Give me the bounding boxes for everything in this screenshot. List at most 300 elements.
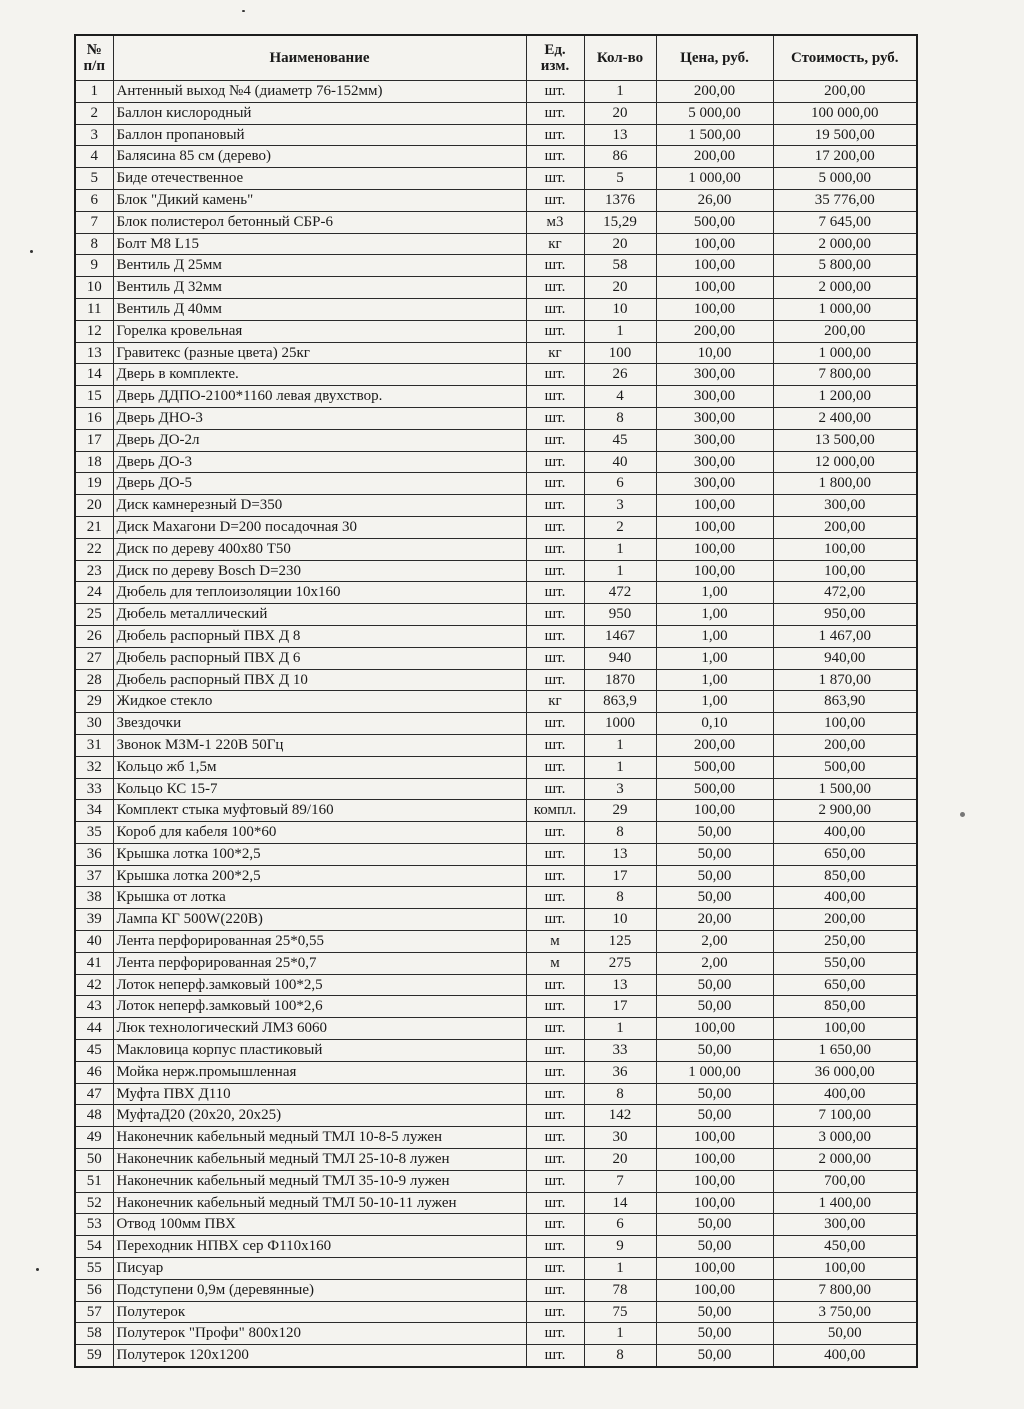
cell-qty: 1: [584, 756, 656, 778]
cell-num: 2: [75, 102, 113, 124]
cell-price: 1,00: [656, 582, 773, 604]
cell-qty: 950: [584, 604, 656, 626]
cell-unit: шт.: [526, 1214, 584, 1236]
cell-unit: шт.: [526, 81, 584, 103]
cell-price: 50,00: [656, 865, 773, 887]
table-row: [75, 778, 917, 800]
table-row: [75, 1105, 917, 1127]
cell-unit: шт.: [526, 1345, 584, 1367]
cell-unit: шт.: [526, 843, 584, 865]
cell-name: Наконечник кабельный медный ТМЛ 25-10-8 лужен: [113, 1149, 526, 1171]
cell-price: 1,00: [656, 691, 773, 713]
cell-name: Диск по дереву Bosch D=230: [113, 560, 526, 582]
cell-qty: 29: [584, 800, 656, 822]
table-row: [75, 800, 917, 822]
table-row: [75, 1083, 917, 1105]
cell-cost: 36 000,00: [773, 1061, 917, 1083]
cell-cost: 7 800,00: [773, 364, 917, 386]
cell-price: 100,00: [656, 1192, 773, 1214]
cell-qty: 86: [584, 146, 656, 168]
cell-name: МуфтаД20 (20х20, 20х25): [113, 1105, 526, 1127]
table-row: [75, 233, 917, 255]
cell-name: Макловица корпус пластиковый: [113, 1040, 526, 1062]
cell-unit: шт.: [526, 778, 584, 800]
table-row: [75, 582, 917, 604]
cell-qty: 8: [584, 407, 656, 429]
table-row: [75, 952, 917, 974]
cell-price: 50,00: [656, 1345, 773, 1367]
cell-qty: 17: [584, 996, 656, 1018]
cell-name: Подступени 0,9м (деревянные): [113, 1279, 526, 1301]
header-unit: Ед. изм.: [526, 35, 584, 81]
cell-num: 42: [75, 974, 113, 996]
cell-price: 100,00: [656, 1018, 773, 1040]
table-row: [75, 1345, 917, 1367]
cell-num: 30: [75, 713, 113, 735]
cell-cost: 1 467,00: [773, 625, 917, 647]
cell-price: 200,00: [656, 146, 773, 168]
cell-cost: 7 645,00: [773, 211, 917, 233]
cell-unit: шт.: [526, 255, 584, 277]
cell-name: Диск Махагони D=200 посадочная 30: [113, 516, 526, 538]
cell-qty: 472: [584, 582, 656, 604]
cell-cost: 7 100,00: [773, 1105, 917, 1127]
cell-unit: шт.: [526, 298, 584, 320]
table-row: [75, 429, 917, 451]
table-row: [75, 516, 917, 538]
table-row: [75, 691, 917, 713]
table-row: [75, 1040, 917, 1062]
cell-num: 23: [75, 560, 113, 582]
cell-name: Вентиль Д 32мм: [113, 277, 526, 299]
cell-num: 53: [75, 1214, 113, 1236]
cell-num: 48: [75, 1105, 113, 1127]
cell-name: Диск по дереву 400х80 Т50: [113, 538, 526, 560]
cell-cost: 100,00: [773, 1258, 917, 1280]
table-row: [75, 909, 917, 931]
cell-cost: 400,00: [773, 887, 917, 909]
cell-cost: 2 400,00: [773, 407, 917, 429]
cell-cost: 950,00: [773, 604, 917, 626]
cell-qty: 20: [584, 233, 656, 255]
cell-price: 100,00: [656, 1127, 773, 1149]
cell-num: 36: [75, 843, 113, 865]
table-row: [75, 451, 917, 473]
cell-unit: кг: [526, 233, 584, 255]
cell-qty: 9: [584, 1236, 656, 1258]
cell-name: Дюбель металлический: [113, 604, 526, 626]
table-row: [75, 102, 917, 124]
table-row: [75, 1127, 917, 1149]
cell-cost: 2 000,00: [773, 1149, 917, 1171]
cell-qty: 1: [584, 560, 656, 582]
cell-unit: шт.: [526, 407, 584, 429]
cell-name: Блок "Дикий камень": [113, 189, 526, 211]
cell-num: 7: [75, 211, 113, 233]
cell-price: 300,00: [656, 364, 773, 386]
table-row: [75, 364, 917, 386]
cell-price: 100,00: [656, 1258, 773, 1280]
cell-cost: 100,00: [773, 560, 917, 582]
cell-num: 26: [75, 625, 113, 647]
cell-qty: 125: [584, 931, 656, 953]
cell-price: 1 000,00: [656, 1061, 773, 1083]
table-row: [75, 189, 917, 211]
cell-qty: 1: [584, 1258, 656, 1280]
cell-price: 200,00: [656, 734, 773, 756]
cell-cost: 200,00: [773, 734, 917, 756]
cell-price: 300,00: [656, 451, 773, 473]
cell-price: 100,00: [656, 298, 773, 320]
cell-qty: 13: [584, 843, 656, 865]
cell-name: Лента перфорированная 25*0,7: [113, 952, 526, 974]
cell-unit: шт.: [526, 1018, 584, 1040]
cell-cost: 500,00: [773, 756, 917, 778]
cell-cost: 1 500,00: [773, 778, 917, 800]
cell-num: 15: [75, 386, 113, 408]
cell-price: 0,10: [656, 713, 773, 735]
cell-unit: шт.: [526, 320, 584, 342]
cell-qty: 5: [584, 168, 656, 190]
cell-name: Дверь ДО-2л: [113, 429, 526, 451]
cell-num: 9: [75, 255, 113, 277]
cell-name: Вентиль Д 40мм: [113, 298, 526, 320]
cell-num: 28: [75, 669, 113, 691]
cell-qty: 1: [584, 538, 656, 560]
cell-unit: шт.: [526, 538, 584, 560]
cell-cost: 1 800,00: [773, 473, 917, 495]
cell-name: Полутерок "Профи" 800х120: [113, 1323, 526, 1345]
cell-cost: 1 200,00: [773, 386, 917, 408]
cell-name: Лампа КГ 500W(220В): [113, 909, 526, 931]
cell-num: 44: [75, 1018, 113, 1040]
cell-name: Жидкое стекло: [113, 691, 526, 713]
cell-name: Наконечник кабельный медный ТМЛ 50-10-11 лужен: [113, 1192, 526, 1214]
cell-qty: 78: [584, 1279, 656, 1301]
cell-num: 54: [75, 1236, 113, 1258]
table-row: [75, 146, 917, 168]
table-row: [75, 1323, 917, 1345]
cell-num: 45: [75, 1040, 113, 1062]
cell-num: 17: [75, 429, 113, 451]
cell-num: 56: [75, 1279, 113, 1301]
table-row: [75, 865, 917, 887]
cell-price: 1,00: [656, 669, 773, 691]
cell-qty: 3: [584, 495, 656, 517]
cell-num: 40: [75, 931, 113, 953]
cell-qty: 8: [584, 822, 656, 844]
scan-speck: [36, 1268, 39, 1271]
cell-num: 35: [75, 822, 113, 844]
cell-num: 39: [75, 909, 113, 931]
cell-price: 1,00: [656, 604, 773, 626]
cell-cost: 1 650,00: [773, 1040, 917, 1062]
cell-price: 200,00: [656, 320, 773, 342]
cell-num: 5: [75, 168, 113, 190]
cell-unit: шт.: [526, 277, 584, 299]
cell-price: 100,00: [656, 495, 773, 517]
table-row: [75, 887, 917, 909]
cell-price: 100,00: [656, 277, 773, 299]
table-row: [75, 211, 917, 233]
cell-price: 5 000,00: [656, 102, 773, 124]
table-row: [75, 277, 917, 299]
cell-price: 100,00: [656, 538, 773, 560]
cell-cost: 3 000,00: [773, 1127, 917, 1149]
cell-price: 100,00: [656, 800, 773, 822]
cell-name: Крышка от лотка: [113, 887, 526, 909]
cell-qty: 13: [584, 124, 656, 146]
cell-unit: шт.: [526, 516, 584, 538]
cell-cost: 700,00: [773, 1170, 917, 1192]
cell-num: 13: [75, 342, 113, 364]
table-row: [75, 734, 917, 756]
cell-cost: 940,00: [773, 647, 917, 669]
cell-unit: компл.: [526, 800, 584, 822]
cell-unit: кг: [526, 691, 584, 713]
cell-name: Дюбель распорный ПВХ Д 6: [113, 647, 526, 669]
cell-cost: 5 000,00: [773, 168, 917, 190]
cell-price: 1 000,00: [656, 168, 773, 190]
cell-unit: шт.: [526, 1149, 584, 1171]
cell-price: 300,00: [656, 407, 773, 429]
cell-unit: шт.: [526, 647, 584, 669]
cell-unit: шт.: [526, 451, 584, 473]
table-row: [75, 604, 917, 626]
cell-cost: 450,00: [773, 1236, 917, 1258]
table-row: [75, 1279, 917, 1301]
cell-num: 25: [75, 604, 113, 626]
cell-name: Отвод 100мм ПВХ: [113, 1214, 526, 1236]
cell-unit: м: [526, 931, 584, 953]
cell-num: 49: [75, 1127, 113, 1149]
cell-qty: 3: [584, 778, 656, 800]
cell-name: Баллон пропановый: [113, 124, 526, 146]
cell-unit: шт.: [526, 625, 584, 647]
cell-price: 2,00: [656, 952, 773, 974]
cell-qty: 1: [584, 1018, 656, 1040]
cell-num: 20: [75, 495, 113, 517]
cell-unit: м3: [526, 211, 584, 233]
cell-name: Писуар: [113, 1258, 526, 1280]
cell-price: 50,00: [656, 1236, 773, 1258]
cell-cost: 200,00: [773, 320, 917, 342]
cell-name: Муфта ПВХ Д110: [113, 1083, 526, 1105]
cell-name: Крышка лотка 100*2,5: [113, 843, 526, 865]
table-row: [75, 495, 917, 517]
cell-cost: 2 000,00: [773, 277, 917, 299]
cell-cost: 300,00: [773, 495, 917, 517]
cell-unit: шт.: [526, 1105, 584, 1127]
cell-name: Дверь ДНО-3: [113, 407, 526, 429]
table-row: [75, 560, 917, 582]
cell-unit: шт.: [526, 364, 584, 386]
cell-name: Дверь в комплекте.: [113, 364, 526, 386]
cell-qty: 4: [584, 386, 656, 408]
cell-price: 50,00: [656, 1323, 773, 1345]
cell-unit: шт.: [526, 1040, 584, 1062]
cell-qty: 1: [584, 734, 656, 756]
cell-price: 50,00: [656, 974, 773, 996]
table-row: [75, 625, 917, 647]
cell-name: Переходник НПВХ сер Ф110х160: [113, 1236, 526, 1258]
cell-num: 4: [75, 146, 113, 168]
cell-qty: 33: [584, 1040, 656, 1062]
cell-unit: шт.: [526, 495, 584, 517]
cell-price: 500,00: [656, 778, 773, 800]
cell-qty: 2: [584, 516, 656, 538]
cell-num: 37: [75, 865, 113, 887]
cell-cost: 650,00: [773, 843, 917, 865]
cell-cost: 300,00: [773, 1214, 917, 1236]
table-row: [75, 538, 917, 560]
cell-qty: 1000: [584, 713, 656, 735]
cell-cost: 17 200,00: [773, 146, 917, 168]
cell-qty: 275: [584, 952, 656, 974]
cell-num: 32: [75, 756, 113, 778]
table-row: [75, 996, 917, 1018]
cell-num: 19: [75, 473, 113, 495]
cell-price: 100,00: [656, 560, 773, 582]
cell-name: Дверь ДО-3: [113, 451, 526, 473]
cell-cost: 863,90: [773, 691, 917, 713]
cell-name: Дверь ДО-5: [113, 473, 526, 495]
cell-cost: 400,00: [773, 1083, 917, 1105]
table-row: [75, 342, 917, 364]
cell-cost: 1 000,00: [773, 342, 917, 364]
cell-name: Антенный выход №4 (диаметр 76-152мм): [113, 81, 526, 103]
cell-qty: 14: [584, 1192, 656, 1214]
cell-num: 33: [75, 778, 113, 800]
cell-price: 200,00: [656, 81, 773, 103]
cell-num: 34: [75, 800, 113, 822]
cell-price: 100,00: [656, 233, 773, 255]
cell-name: Короб для кабеля 100*60: [113, 822, 526, 844]
cell-price: 1,00: [656, 647, 773, 669]
price-list-table: [74, 34, 918, 1368]
header-cost: Стоимость, руб.: [773, 35, 917, 81]
cell-cost: 50,00: [773, 1323, 917, 1345]
cell-cost: 1 870,00: [773, 669, 917, 691]
cell-num: 3: [75, 124, 113, 146]
cell-cost: 850,00: [773, 996, 917, 1018]
cell-price: 50,00: [656, 1301, 773, 1323]
cell-num: 11: [75, 298, 113, 320]
cell-cost: 100,00: [773, 538, 917, 560]
cell-price: 10,00: [656, 342, 773, 364]
cell-price: 50,00: [656, 887, 773, 909]
cell-name: Лента перфорированная 25*0,55: [113, 931, 526, 953]
cell-qty: 10: [584, 909, 656, 931]
cell-qty: 8: [584, 1345, 656, 1367]
cell-unit: шт.: [526, 473, 584, 495]
cell-price: 50,00: [656, 1214, 773, 1236]
cell-cost: 650,00: [773, 974, 917, 996]
cell-cost: 2 000,00: [773, 233, 917, 255]
table-row: [75, 298, 917, 320]
cell-name: Баллон кислородный: [113, 102, 526, 124]
cell-num: 38: [75, 887, 113, 909]
cell-qty: 13: [584, 974, 656, 996]
cell-num: 8: [75, 233, 113, 255]
cell-unit: шт.: [526, 1258, 584, 1280]
cell-num: 58: [75, 1323, 113, 1345]
scan-speck: [242, 10, 245, 12]
cell-cost: 200,00: [773, 81, 917, 103]
cell-num: 16: [75, 407, 113, 429]
cell-price: 50,00: [656, 822, 773, 844]
table-row: [75, 843, 917, 865]
cell-unit: шт.: [526, 734, 584, 756]
cell-cost: 1 400,00: [773, 1192, 917, 1214]
cell-cost: 400,00: [773, 822, 917, 844]
scan-speck: [30, 250, 33, 253]
cell-qty: 10: [584, 298, 656, 320]
cell-qty: 36: [584, 1061, 656, 1083]
cell-qty: 1870: [584, 669, 656, 691]
cell-name: Дверь ДДПО-2100*1160 левая двухствор.: [113, 386, 526, 408]
cell-qty: 58: [584, 255, 656, 277]
cell-qty: 7: [584, 1170, 656, 1192]
cell-qty: 6: [584, 1214, 656, 1236]
cell-unit: шт.: [526, 887, 584, 909]
cell-unit: шт.: [526, 996, 584, 1018]
cell-num: 55: [75, 1258, 113, 1280]
cell-unit: шт.: [526, 189, 584, 211]
cell-cost: 7 800,00: [773, 1279, 917, 1301]
cell-name: Полутерок: [113, 1301, 526, 1323]
cell-cost: 472,00: [773, 582, 917, 604]
cell-num: 10: [75, 277, 113, 299]
cell-cost: 200,00: [773, 909, 917, 931]
table-row: [75, 1236, 917, 1258]
cell-unit: шт.: [526, 669, 584, 691]
cell-unit: шт.: [526, 1192, 584, 1214]
cell-qty: 1: [584, 81, 656, 103]
cell-qty: 40: [584, 451, 656, 473]
cell-cost: 5 800,00: [773, 255, 917, 277]
cell-price: 100,00: [656, 1149, 773, 1171]
cell-qty: 1: [584, 320, 656, 342]
cell-unit: шт.: [526, 822, 584, 844]
cell-qty: 17: [584, 865, 656, 887]
scan-speck: [960, 812, 965, 817]
cell-price: 50,00: [656, 1083, 773, 1105]
cell-unit: м: [526, 952, 584, 974]
cell-qty: 100: [584, 342, 656, 364]
cell-cost: 12 000,00: [773, 451, 917, 473]
cell-name: Лоток неперф.замковый 100*2,5: [113, 974, 526, 996]
cell-qty: 1: [584, 1323, 656, 1345]
cell-qty: 20: [584, 1149, 656, 1171]
cell-name: Гравитекс (разные цвета) 25кг: [113, 342, 526, 364]
cell-price: 1 500,00: [656, 124, 773, 146]
cell-qty: 8: [584, 1083, 656, 1105]
table-row: [75, 647, 917, 669]
cell-num: 59: [75, 1345, 113, 1367]
cell-qty: 6: [584, 473, 656, 495]
table-row: [75, 1258, 917, 1280]
cell-price: 50,00: [656, 1105, 773, 1127]
cell-price: 50,00: [656, 996, 773, 1018]
cell-unit: шт.: [526, 1127, 584, 1149]
cell-cost: 100,00: [773, 713, 917, 735]
cell-name: Кольцо жб 1,5м: [113, 756, 526, 778]
cell-cost: 35 776,00: [773, 189, 917, 211]
cell-price: 300,00: [656, 386, 773, 408]
cell-unit: шт.: [526, 974, 584, 996]
cell-price: 26,00: [656, 189, 773, 211]
